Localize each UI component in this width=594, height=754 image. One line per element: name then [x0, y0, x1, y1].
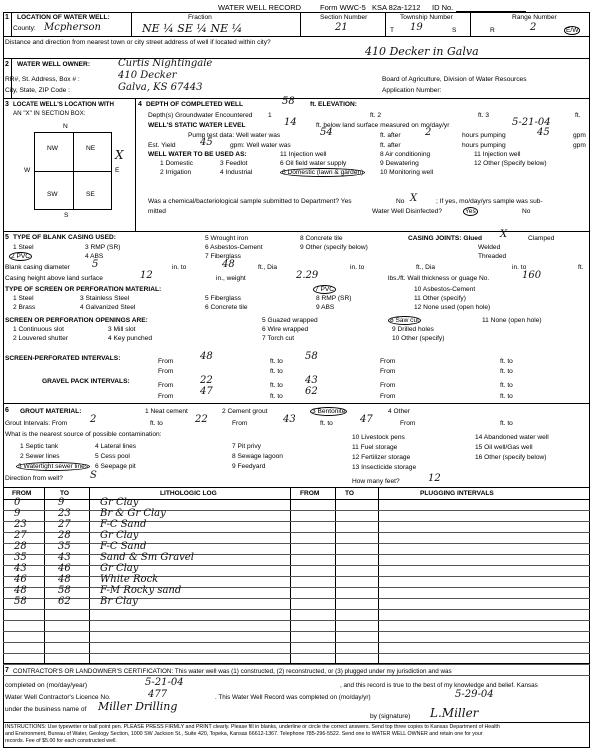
- contam-cess: 5 Cess pool: [95, 453, 130, 460]
- log-row-desc: Br & Gr Clay: [100, 508, 166, 519]
- sec7-number: 7: [5, 667, 9, 674]
- licence-label: Water Well Contractor's Licence No.: [5, 694, 111, 701]
- log-row-line: [3, 653, 590, 654]
- static-tail: ft. below land surface measured on mo/day/yr: [316, 122, 450, 129]
- log-row-line: [3, 576, 590, 577]
- sec6-number: 6: [5, 407, 9, 414]
- static-value: 14: [284, 117, 297, 128]
- quad-nw: NW: [47, 145, 58, 152]
- gp-from-label-2: From: [380, 382, 396, 389]
- gw-1: 1: [268, 112, 272, 119]
- static-label: WELL'S STATIC WATER LEVEL: [148, 122, 246, 129]
- diam-in-to-3: in. to: [512, 264, 527, 271]
- gi-to-1: ft. to: [150, 420, 163, 427]
- joints-clamped: Clamped: [528, 235, 555, 242]
- signature: L.Miller: [430, 706, 479, 720]
- contam-abandoned: 14 Abandoned water well: [475, 434, 549, 441]
- log-header-plugging: PLUGGING INTERVALS: [420, 490, 494, 497]
- yield-after: ft. after: [380, 142, 401, 149]
- distance-value: 410 Decker in Galva: [365, 45, 479, 58]
- spi-to-label-4: ft. to: [500, 368, 513, 375]
- log-header-line: [3, 499, 590, 500]
- log-col-2: [89, 487, 90, 663]
- joints-threaded: Threaded: [478, 253, 507, 260]
- pump-gpm-label: gpm: [573, 132, 586, 139]
- sec1-divider-b: [300, 12, 301, 36]
- static-date: 5-21-04: [512, 117, 551, 128]
- gw-ft: ft.: [575, 112, 581, 119]
- grout-cement: 2 Cement grout: [222, 408, 268, 415]
- owner-value: Curtis Nightingale: [118, 58, 213, 69]
- gw-2: ft. 2: [370, 112, 381, 119]
- cert-line3: . This Water Well Record was completed on (mo/day/yr): [215, 694, 371, 701]
- open-mill: 3 Mill slot: [108, 326, 136, 333]
- fraction-label: Fraction: [188, 14, 212, 21]
- completed-label: completed on (mo/day/year): [5, 682, 88, 689]
- yield-value: 45: [200, 137, 213, 148]
- spi-to-label-3: ft. to: [270, 368, 283, 375]
- sec1-divider-a: [131, 12, 132, 36]
- sec1-num-divider: [11, 12, 12, 36]
- log-row-to: 28: [58, 530, 71, 541]
- spi-to-label-2: ft. to: [500, 358, 513, 365]
- sec2-number: 2: [5, 61, 9, 68]
- sec2-bottom: [3, 98, 590, 99]
- log-row-line: [3, 631, 590, 632]
- use-dewatering: 9 Dewatering: [380, 160, 419, 167]
- casing-fiberglass: 7 Fiberglass: [205, 253, 241, 260]
- section-value: 21: [335, 22, 348, 33]
- log-row-from: 9: [14, 508, 21, 519]
- spi-from-label-4: From: [380, 368, 396, 375]
- sec5-number: 5: [5, 234, 9, 241]
- contam-insecticide: 13 Insecticide storage: [352, 464, 417, 471]
- use-other: 12 Other (Specify below): [474, 160, 547, 167]
- log-row-from: 23: [14, 519, 27, 530]
- log-row-line: [3, 554, 590, 555]
- range-label: Range Number: [512, 14, 557, 21]
- log-row-line: [3, 598, 590, 599]
- location-mark: X: [115, 148, 124, 162]
- city-value: Galva, KS 67443: [118, 82, 203, 93]
- log-row-line: [3, 609, 590, 610]
- height-value: 12: [140, 270, 153, 281]
- quad-se: SE: [86, 191, 95, 198]
- contam-lagoon: 8 Sewage lagoon: [232, 453, 283, 460]
- casing-concrete: 8 Concrete tile: [300, 235, 343, 242]
- log-row-from: 27: [14, 530, 27, 541]
- sec6-bottom: [3, 487, 590, 488]
- gi1-to: 22: [195, 414, 208, 425]
- gp-to-label-4: ft. to: [500, 393, 513, 400]
- diam-to: 48: [222, 259, 235, 270]
- height-label: Casing height above land surface: [5, 275, 103, 282]
- sec1-row-line: [3, 36, 590, 37]
- spi-from-label-3: From: [158, 368, 174, 375]
- spi-from: 48: [200, 351, 213, 362]
- contam-oilgas: 15 Oil well/Gas well: [475, 444, 533, 451]
- use-irrigation: 2 Irrigation: [160, 169, 192, 176]
- screen-brass: 2 Brass: [13, 304, 36, 311]
- gp1-to: 43: [305, 375, 318, 386]
- log-row-line: [3, 510, 590, 511]
- log-row-desc: Gr Clay: [100, 497, 139, 508]
- log-col-1: [44, 487, 45, 663]
- pump-level: 54: [320, 127, 333, 138]
- use-label: WELL WATER TO BE USED AS:: [148, 151, 247, 158]
- log-row-to: 48: [58, 574, 71, 585]
- use-feedlot: 3 Feedlot: [220, 160, 248, 167]
- log-row-desc: Br Clay: [100, 596, 138, 607]
- gp-from-label-1: From: [158, 382, 174, 389]
- gp2-from: 47: [200, 386, 213, 397]
- depth-label: DEPTH OF COMPLETED WELL: [146, 101, 244, 108]
- log-col-3: [290, 487, 291, 663]
- disinfected-no: No: [522, 208, 531, 215]
- range-ew: E/W: [566, 27, 579, 34]
- bact-tail: ; If yes, mo/day/yrs sample was sub-: [436, 198, 543, 205]
- bact-x: X: [410, 193, 418, 204]
- compass-n: N: [63, 123, 68, 130]
- disinfected-label: Water Well Disinfected?: [372, 208, 442, 215]
- section-box-h: [34, 171, 112, 172]
- use-lawn-garden: 6 Domestic (lawn & garden): [282, 169, 364, 176]
- open-drilled: 9 Drilled holes: [392, 326, 434, 333]
- addr-label: RR#, St. Address, Box # :: [5, 76, 80, 83]
- sec1-title: LOCATION OF WATER WELL:: [17, 14, 110, 21]
- form-title: WATER WELL RECORD: [218, 3, 302, 12]
- spi-to-label: ft. to: [270, 358, 283, 365]
- contam-watertight: 3 Watertight sewer lines: [18, 463, 89, 470]
- casing-pvc: 2 PVC: [11, 253, 31, 260]
- screen-none: 12 None used (open hole): [414, 304, 491, 311]
- log-row-desc: White Rock: [100, 574, 159, 585]
- diam-in-to: in. to: [172, 264, 187, 271]
- use-industrial: 4 Industrial: [220, 169, 253, 176]
- addr-value: 410 Decker: [118, 70, 177, 81]
- sec3-title2: AN "X" IN SECTION BOX:: [13, 110, 86, 117]
- log-row-desc: F-C Sand: [100, 541, 147, 552]
- sec1-divider-c: [385, 12, 386, 36]
- sec4-number: 4: [138, 101, 142, 108]
- township-s: S: [452, 27, 457, 34]
- gp-to-label-2: ft. to: [500, 382, 513, 389]
- casing-asbestos: 6 Asbestos-Cement: [205, 244, 263, 251]
- quad-ne: NE: [86, 145, 96, 152]
- log-row-to: 27: [58, 519, 71, 530]
- township-label: Township Number: [400, 14, 453, 21]
- spi-to: 58: [305, 351, 318, 362]
- log-row-from: 48: [14, 585, 27, 596]
- gi1-from: 2: [90, 414, 97, 425]
- diam-in-to-2: in. to: [350, 264, 365, 271]
- licence-value: 477: [148, 689, 168, 700]
- form-number: Form WWC-5: [320, 3, 366, 12]
- casing-abs: 4 ABS: [85, 253, 104, 260]
- open-none: 11 None (open hole): [482, 317, 542, 324]
- log-row-line: [3, 620, 590, 621]
- sec3-title: LOCATE WELL'S LOCATION WITH: [13, 101, 114, 108]
- application-label: Application Number:: [382, 87, 442, 94]
- casing-other: 9 Other (specify below): [300, 244, 368, 251]
- joints-label: CASING JOINTS: Glued: [408, 235, 483, 242]
- grout-label: GROUT MATERIAL:: [20, 408, 82, 415]
- log-row-desc: Sand & Sm Gravel: [100, 552, 194, 563]
- log-row-line: [3, 642, 590, 643]
- gp-label: GRAVEL PACK INTERVALS:: [42, 378, 130, 385]
- log-row-line: [3, 587, 590, 588]
- pump-gpm: 45: [537, 127, 550, 138]
- cert-line1: CONTRACTOR'S OR LANDOWNER'S CERTIFICATION: This water well was (1) constructed, (2) reconstructed, or (3) plugged under my jurisdiction and was: [13, 668, 452, 675]
- gp-from-label-4: From: [380, 393, 396, 400]
- contam-privy: 7 Pit privy: [232, 443, 261, 450]
- range-r: R: [490, 27, 495, 34]
- compass-w: W: [24, 167, 31, 174]
- weight-label: in., weight: [216, 275, 246, 282]
- contam-sewer: 2 Sewer lines: [20, 453, 60, 460]
- log-col-5: [378, 487, 379, 663]
- section-label: Section Number: [320, 14, 368, 21]
- log-row-from: 28: [14, 541, 27, 552]
- screen-steel: 1 Steel: [13, 295, 34, 302]
- distance-label: Distance and direction from nearest town or city street address of well if located within city?: [5, 39, 271, 46]
- log-row-from: 46: [14, 574, 27, 585]
- business-value: Miller Drilling: [98, 700, 178, 713]
- dir-value: S: [90, 470, 97, 481]
- contam-septic: 1 Septic tank: [20, 443, 59, 450]
- weight-value: 2.29: [296, 270, 319, 281]
- contam-livestock: 10 Livestock pens: [352, 434, 405, 441]
- contam-label: What is the nearest source of possible contamination:: [5, 431, 162, 438]
- log-col-4: [335, 487, 336, 663]
- wall-label: lbs./ft. Wall thickness or guage No.: [388, 275, 490, 282]
- log-row-from: 43: [14, 563, 27, 574]
- pump-hours: 2: [425, 127, 432, 138]
- township-t: T: [390, 27, 395, 34]
- bact-no: No: [396, 198, 405, 205]
- screen-fiberglass: 5 Fiberglass: [205, 295, 241, 302]
- screen-galv: 4 Galvanized Steel: [80, 304, 136, 311]
- board-label: Board of Agriculture, Division of Water Resources: [382, 76, 527, 83]
- gp-to-label-3: ft. to: [270, 393, 283, 400]
- sec1-divider-d: [470, 12, 471, 36]
- gi-from-2: From: [232, 420, 248, 427]
- log-row-from: 58: [14, 596, 27, 607]
- log-row-to: 46: [58, 563, 71, 574]
- gw-3: ft. 3: [478, 112, 489, 119]
- fraction-value: NE ¼ SE ¼ NE ¼: [142, 22, 243, 35]
- log-row-to: 43: [58, 552, 71, 563]
- yield-hours-label: hours pumping: [462, 142, 506, 149]
- screen-stainless: 3 Stainless Steel: [80, 295, 130, 302]
- gp-from-label-3: From: [158, 393, 174, 400]
- use-2: 8 Air conditioning: [380, 151, 431, 158]
- cert-line2: , and this record is true to the best of my knowledge and belief. Kansas: [340, 682, 538, 689]
- sec3-right: [135, 98, 136, 231]
- casing-wrought: 5 Wrought iron: [205, 235, 249, 242]
- spi-from-label-2: From: [380, 358, 396, 365]
- gi-to-2: ft. to: [320, 420, 333, 427]
- casing-label: TYPE OF BLANK CASING USED:: [13, 234, 116, 241]
- pump-hours-label: hours pumping: [462, 132, 506, 139]
- diam-ft: ft.: [578, 264, 584, 271]
- pump-label: Pump test data: Well water was: [188, 132, 281, 139]
- sec7-bottom: [3, 722, 590, 723]
- use-monitoring: 10 Monitoring well: [380, 169, 434, 176]
- log-row-desc: F-C Sand: [100, 519, 147, 530]
- open-louvered: 2 Louvered shutter: [13, 335, 68, 342]
- gi2-from: 43: [283, 414, 296, 425]
- log-row-to: 62: [58, 596, 71, 607]
- wall-value: 160: [522, 270, 542, 281]
- casing-steel: 1 Steel: [13, 244, 34, 251]
- howmany-label: How many feet?: [352, 478, 400, 485]
- sec3-number: 3: [5, 101, 9, 108]
- open-continuous: 1 Continuous slot: [13, 326, 64, 333]
- gp2-to: 62: [305, 386, 318, 397]
- yield-gpm-label: gpm: [573, 142, 586, 149]
- quad-sw: SW: [47, 191, 58, 198]
- log-header-from: FROM: [12, 490, 32, 497]
- log-bottom: [3, 663, 590, 664]
- joints-welded: Welded: [478, 244, 501, 251]
- log-row-line: [3, 565, 590, 566]
- log-row-from: 0: [14, 497, 21, 508]
- diam-value: 5: [92, 259, 99, 270]
- openings-label: SCREEN OR PERFORATION OPENINGS ARE:: [5, 317, 148, 324]
- contam-feedyard: 9 Feedyard: [232, 463, 266, 470]
- use-oilfield: 6 Oil field water supply: [280, 160, 347, 167]
- range-value: 2: [530, 22, 537, 33]
- contam-lateral: 4 Lateral lines: [95, 443, 137, 450]
- contam-fertilizer: 12 Fertilizer storage: [352, 454, 411, 461]
- log-row-line: [3, 664, 590, 665]
- open-sawcut: 8 Saw cut: [390, 317, 419, 324]
- diam-label: Blank casing diameter: [5, 264, 70, 271]
- yield-mid: gpm: Well water was: [230, 142, 291, 149]
- ksa-ref: KSA 82a-1212: [372, 3, 421, 12]
- township-value: 19: [410, 22, 423, 33]
- sec2-title: WATER WELL OWNER:: [17, 61, 91, 68]
- casing-rmp: 3 RMP (SR): [85, 244, 121, 251]
- compass-e: E: [115, 167, 120, 174]
- bact-mitted: mitted: [148, 208, 166, 215]
- use-3: 11 Injection well: [474, 151, 521, 158]
- elevation-label: ft. ELEVATION:: [310, 101, 358, 108]
- log-row-to: 23: [58, 508, 71, 519]
- gi-to-3: ft. to: [500, 420, 513, 427]
- screen-asbestos: 10 Asbestos-Cement: [414, 286, 476, 293]
- pump-after: ft. after: [380, 132, 401, 139]
- gi-from-3: From: [400, 420, 416, 427]
- spi-from-label: From: [158, 358, 174, 365]
- county-value: Mcpherson: [44, 22, 101, 33]
- open-torch: 7 Torch cut: [262, 335, 295, 342]
- footer-line3: records. Fee of $5.00 for each constructed well.: [5, 738, 117, 744]
- county-label: County:: [13, 25, 36, 32]
- log-row-line: [3, 675, 590, 676]
- log-row-desc: Gr Clay: [100, 563, 139, 574]
- depth-value: 58: [282, 96, 295, 107]
- log-row-to: 35: [58, 541, 71, 552]
- log-header-to: TO: [60, 490, 70, 497]
- diam-ftdia-2: ft., Dia: [416, 264, 436, 271]
- grout-neat: 1 Neat cement: [145, 408, 188, 415]
- open-gauzed: 5 Guazed wrapped: [262, 317, 318, 324]
- log-row-line: [3, 521, 590, 522]
- log-header-lithologic: LITHOLOGIC LOG: [160, 490, 217, 497]
- dir-label: Direction from well?: [5, 475, 63, 482]
- gi-label: Grout Intervals: From: [5, 420, 68, 427]
- screen-concrete: 6 Concrete tile: [205, 304, 248, 311]
- screen-other: 11 Other (specify): [414, 295, 466, 302]
- howmany-value: 12: [428, 473, 441, 484]
- use-1: 11 Injection well: [280, 151, 327, 158]
- yield-label: Est. Yield: [148, 142, 176, 149]
- screen-pvc: 7 PVC: [315, 286, 335, 293]
- sec5-bottom: [3, 403, 590, 404]
- gp-to-label-1: ft. to: [270, 382, 283, 389]
- record-date: 5-29-04: [455, 689, 494, 700]
- log-row-line: [3, 532, 590, 533]
- spi-label: SCREEN-PERFORATED INTERVALS:: [5, 355, 121, 362]
- compass-s: S: [64, 212, 69, 219]
- screen-rmp: 8 RMP (SR): [316, 295, 352, 302]
- completed-value: 5-21-04: [145, 677, 184, 688]
- log-row-to: 58: [58, 585, 71, 596]
- grout-other: 4 Other: [388, 408, 410, 415]
- log-row-desc: F-M Rocky sand: [100, 585, 182, 596]
- footer-line2: and Environment, Bureau of Water, Geology Section, 1000 SW Jackson St., Suite 420, Topeka, Kansas 66612-1367. Telephone 785-296-5522. Send one to WATER WELL OWNER and retain one for your: [5, 731, 483, 737]
- diam-ftdia-1: ft., Dia: [258, 264, 278, 271]
- sec1-number: 1: [5, 14, 9, 21]
- open-wire: 6 Wire wrapped: [262, 326, 309, 333]
- joints-x: X: [500, 229, 508, 240]
- log-header-to2: TO: [345, 490, 355, 497]
- screen-label: TYPE OF SCREEN OR PERFORATION MATERIAL:: [5, 286, 162, 293]
- log-row-line: [3, 543, 590, 544]
- use-domestic: 1 Domestic: [160, 160, 193, 167]
- contam-other: 16 Other (specify below): [475, 454, 547, 461]
- bact-question: Was a chemical/bacteriological sample submitted to Department? Yes: [148, 198, 352, 205]
- id-label: ID No.: [432, 3, 454, 12]
- gp1-from: 22: [200, 375, 213, 386]
- open-key: 4 Key punched: [108, 335, 152, 342]
- disinfected-yes: Yes: [465, 208, 476, 215]
- contam-seepage: 6 Seepage pit: [95, 463, 136, 470]
- business-label: under the business name of: [5, 706, 87, 713]
- log-row-from: 35: [14, 552, 27, 563]
- grout-bentonite: 3 Bentonite: [312, 408, 346, 415]
- log-row-to: 9: [58, 497, 65, 508]
- log-row-desc: Gr Clay: [100, 530, 139, 541]
- open-other: 10 Other (specify): [392, 335, 445, 342]
- sec1-bottom: [3, 58, 590, 59]
- city-label: City, State, ZIP Code :: [5, 87, 70, 94]
- gw-label: Depth(s) Groundwater Encountered: [148, 112, 253, 119]
- screen-abs: 9 ABS: [316, 304, 335, 311]
- signature-label: by (signature): [370, 713, 411, 720]
- gi2-to: 47: [360, 414, 373, 425]
- footer-line1: INSTRUCTIONS: Use typewriter or ball point pen. PLEASE PRESS FIRMLY and PRINT clearly. Please fill in blanks, underline or circle the correct answers. Send top three copies to Kansas Department of Health: [5, 724, 500, 730]
- contam-fuel: 11 Fuel storage: [352, 444, 398, 451]
- log-header-from2: FROM: [300, 490, 320, 497]
